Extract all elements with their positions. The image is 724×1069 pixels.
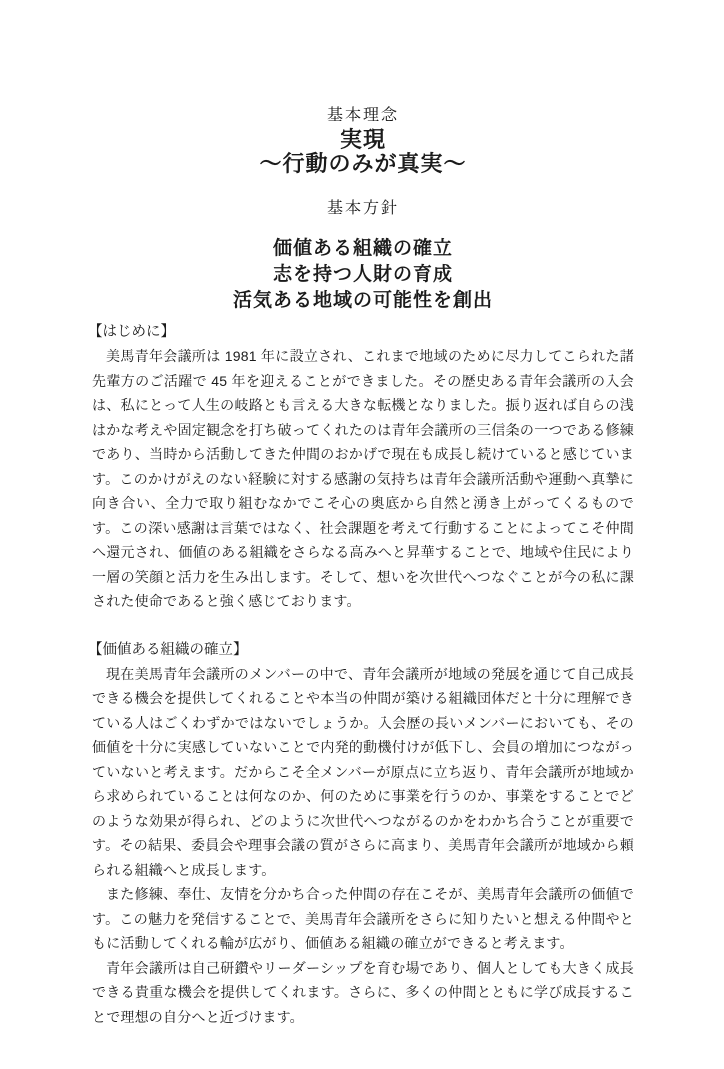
philosophy-title: 実現 [339, 127, 386, 152]
section-heading-introduction: 【はじめに】 [88, 324, 175, 340]
policy-item-organization: 価値ある組織の確立 [272, 238, 453, 259]
policy-list [92, 236, 634, 314]
paragraph-introduction-1: 美馬青年会議所は 1981 年に設立され、これまで地域のために尽力してこられた諸先輩方のご活躍で 45 年を迎えることができました。その歴史ある青年会議所の入会は、私にとって人生の岐路とも言える大きな転機となりました。振り返れば自らの浅はかな考えや固定観念を打ち破ってくれたのは青年会議所の三信条の一つである修練であり、当時から活動してきた仲間のおかげで現在も成長し続けていると感じています。このかけがえのない経験に対する感謝の気持ちは青年会議所活動や運動へ真摯に向き合い、全力で取り組むなかでこそ心の奥底から自然と湧き上がってくるものです。この深い感謝は言葉ではなく、社会課題を考えて行動することによってこそ仲間へ還元され、価値のある組織をさらなる高みへと昇華することで、地域や住民により一層の笑顔と活力を生み出します。そして、想いを次世代へつなぐことが今の私に課された使命であると強く感じております。 [92, 348, 634, 609]
paragraph-valuable-organization-2: また修練、奉仕、友情を分かち合った仲間の存在こそが、美馬青年会議所の価値です。この魅力を発信することで、美馬青年会議所をさらに知りたいと想える仲間やともに活動してくれる輪が広がり、価値ある組織の確立ができると考えます。 [92, 886, 634, 951]
philosophy-label: 基本理念 [326, 107, 399, 124]
paragraph-valuable-organization-1: 現在美馬青年会議所のメンバーの中で、青年会議所が地域の発展を通じて自己成長できる機会を提供してくれることや本当の仲間が築ける組織団体だと十分に理解できている人はごくわずかではないでしょうか。入会歴の長いメンバーにおいても、その価値を十分に実感していないことで内発的動機付けが低下し、会員の増加につながっていないと考えます。だからこそ全メンバーが原点に立ち返り、青年会議所が地域から求められていることは何なのか、何のために事業を行うのか、事業をすることでどのような効果が得られ、どのように次世代へつながるのかをわかち合うことが重要です。その結果、委員会や理事会議の質がさらに高まり、美馬青年会議所が地域から頼られる組織へと成長します。 [92, 665, 634, 878]
section-valuable-organization [88, 638, 634, 1030]
document-header [92, 106, 634, 314]
section-introduction [88, 320, 634, 614]
section-heading-valuable-organization: 【価値ある組織の確立】 [88, 641, 248, 658]
policy-item-region: 活気ある地域の可能性を創出 [232, 290, 493, 311]
policy-item-talent: 志を持つ人財の育成 [272, 264, 453, 285]
philosophy-subtitle: ～行動のみが真実～ [259, 151, 467, 176]
policy-label: 基本方針 [326, 200, 399, 217]
paragraph-valuable-organization-3: 青年会議所は自己研鑽やリーダーシップを育む場であり、個人としても大きく成長できる貴重な機会を提供してくれます。さらに、多くの仲間とともに学び成長することで理想の自分へと近づけます。 [92, 959, 634, 1025]
